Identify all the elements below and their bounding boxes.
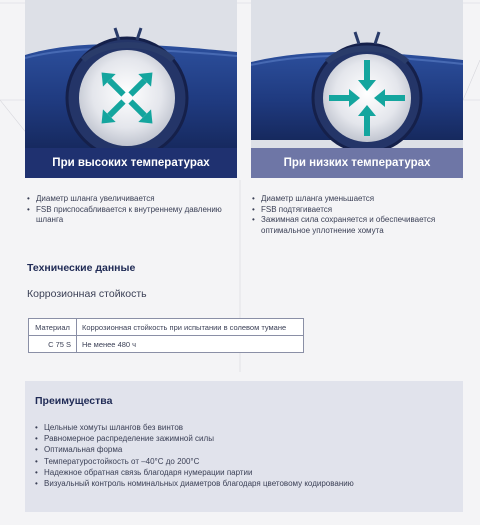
list-item: • Цельные хомуты шлангов без винтов (35, 422, 455, 433)
table-header-row (29, 319, 304, 336)
list-item: • Оптимальная форма (35, 444, 455, 455)
table-row (29, 336, 304, 353)
high-temperature-effects-list (27, 194, 237, 226)
list-item: • Визуальный контроль номинальных диаметров благодаря цветовому кодированию (35, 478, 455, 489)
advantages-box (25, 381, 463, 512)
list-item: • Зажимная сила сохраняется и обеспечивается оптимальное уплотнение хомута (252, 215, 462, 236)
low-temperature-caption: При низких температурах (251, 148, 463, 178)
table-cell-resistance: Не менее 480 ч (77, 336, 304, 353)
list-item: • FSB приспосабливается к внутреннему давлению шланга (27, 205, 237, 226)
list-item: • Равномерное распределение зажимной силы (35, 433, 455, 444)
technical-data-heading: Технические данные (27, 262, 136, 274)
list-item: • Диаметр шланга увеличивается (27, 194, 237, 205)
low-temperature-panel (251, 0, 463, 178)
table-header-resistance: Коррозионная стойкость при испытании в солевом тумане (77, 319, 304, 336)
corrosion-table (28, 318, 304, 353)
high-temperature-caption: При высоких температурах (25, 148, 237, 178)
advantages-list (35, 422, 455, 489)
high-temperature-panel (25, 0, 237, 178)
table-cell-material: С 75 S (29, 336, 77, 353)
list-item: • FSB подтягивается (252, 205, 462, 216)
corrosion-resistance-title: Коррозионная стойкость (27, 288, 147, 300)
list-item: • Температуростойкость от –40°C до 200°C (35, 456, 455, 467)
list-item: • Надежное обратная связь благодаря нумерации партии (35, 467, 455, 478)
advantages-heading: Преимущества (35, 395, 113, 407)
list-item: • Диаметр шланга уменьшается (252, 194, 462, 205)
table-header-material: Материал (29, 319, 77, 336)
low-temperature-effects-list (252, 194, 462, 236)
